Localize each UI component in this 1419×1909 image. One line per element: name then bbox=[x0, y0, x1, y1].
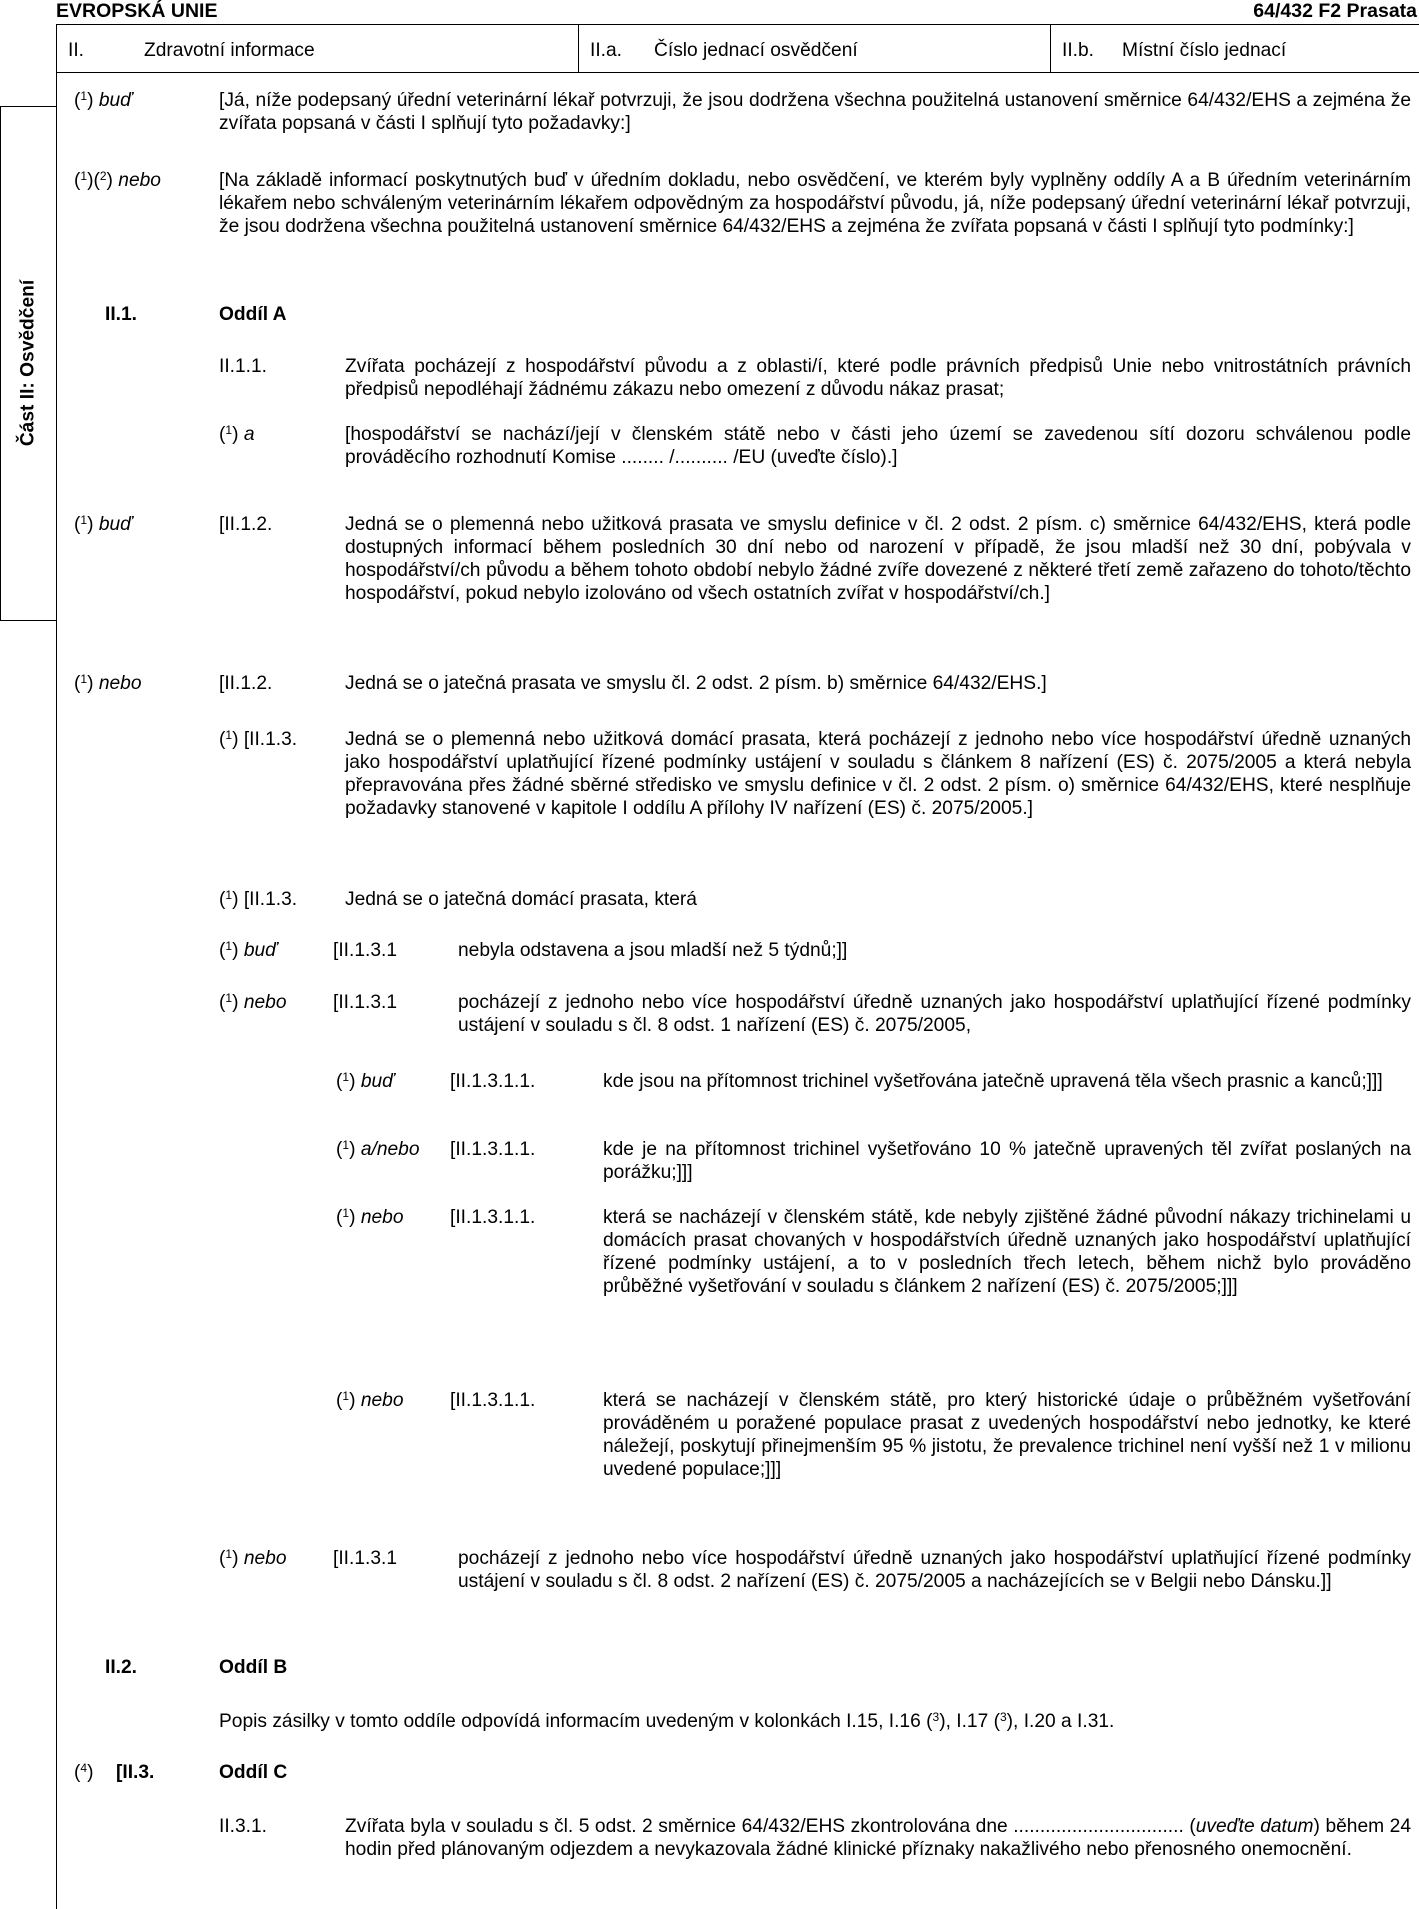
table-left-border bbox=[56, 24, 57, 1909]
table-header-num-3: II.b. bbox=[1062, 40, 1094, 61]
table-header-divider-1 bbox=[578, 24, 579, 72]
option-marker-bud: ($^1$) buď bbox=[74, 89, 133, 111]
item-text-II-1-3-a: Jedná se o plemenná nebo užitková domácí prasata, která pocházejí z jednoho nebo více hospodářství úředně uznaných jako hospodářství uplatňující řízené podmínky ustájení v souladu s článkem 8 nařízení (ES) č. 2075/2005 a která nebyla přepravována přes žádné sběrné středisko ve smyslu definice v čl. 2 odst. 2 písm. o) směrnice 64/432/EHS, které nesplňuje požadavky stanovené v kapitole I oddílu A přílohy IV nařízení (ES) č. 2075/2005.] bbox=[345, 729, 1411, 819]
item-text-II-1-3-1-a: nebyla odstavena a jsou mladší než 5 týdnů;]] bbox=[458, 940, 848, 961]
option-marker-nebo-II-1-3-1-c: ($^1$) nebo bbox=[219, 1547, 287, 1569]
item-text-II-1-3-1-b: pocházejí z jednoho nebo více hospodářství úředně uznaných jako hospodářství uplatňující řízené podmínky ustájení v souladu s čl. 8 odst. 1 nařízení (ES) č. 2075/2005, bbox=[458, 992, 1411, 1036]
item-text-II-1-3-1-1-a: kde jsou na přítomnost trichinel vyšetřována jatečně upravená těla všech prasnic a kanců;]]] bbox=[603, 1071, 1383, 1092]
section-title-oddil-a: Oddíl A bbox=[219, 304, 287, 325]
option-marker-anebo-II-1-3-1-1: ($^1$) a/nebo bbox=[336, 1138, 420, 1160]
table-header-label-1: Zdravotní informace bbox=[144, 40, 315, 61]
item-text-II-1-3-1-1-c: která se nacházejí v členském státě, kde nebyly zjištěné žádné původní nákazy trichinelami u domácích prasat chovaných v hospodářstvích úředně uznaných jako hospodářství uplatňující řízené podmínky ustájení, a to v posledních třech letech, během nichž bylo prováděno průběžné vyšetřování v souladu s článkem 2 nařízení (ES) č. 2075/2005;]]] bbox=[603, 1207, 1411, 1297]
paragraph-statement-1: [Já, níže podepsaný úřední veterinární lékař potvrzuji, že jsou dodržena všechna použitelná ustanovení směrnice 64/432/EHS a zejména že zvířata popsaná v části I splňují tyto požadavky:] bbox=[219, 90, 1411, 134]
item-number-II-1-3-a: ($^1$) [II.1.3. bbox=[219, 728, 298, 750]
item-text-II-1-3-1-1-b: kde je na přítomnost trichinel vyšetřováno 10 % jatečně upravených těl zvířat poslaných na porážku;]]] bbox=[603, 1139, 1411, 1183]
option-marker-nebo-II-1-3-1-1-d: ($^1$) nebo bbox=[336, 1389, 404, 1411]
item-number-II-1-3-b: ($^1$) [II.1.3. bbox=[219, 888, 298, 910]
item-text-II-1-1-a: [hospodářství se nachází/její v členském státě nebo v části jeho území se zavedenou sítí dozoru schválenou podle prováděcího rozhodnutí Komise ........ /.......... /EU (uveďte číslo).] bbox=[345, 424, 1411, 468]
option-marker-a: ($^1$) a bbox=[219, 423, 255, 445]
option-marker-bud-II-1-3-1-1: ($^1$) buď bbox=[336, 1070, 395, 1092]
section-title-oddil-b: Oddíl B bbox=[219, 1657, 288, 1678]
item-text-II-1-3-b: Jedná se o jatečná domácí prasata, která bbox=[345, 889, 697, 910]
item-number-II-1-2-a: [II.1.2. bbox=[219, 514, 273, 535]
option-marker-nebo: ($^1$)($^2$) nebo bbox=[74, 169, 161, 191]
item-number-II-1-3-1-a: [II.1.3.1 bbox=[333, 940, 397, 961]
paragraph-statement-2: [Na základě informací poskytnutých buď v úředním dokladu, nebo osvědčení, ve kterém byly vyplněny oddíly A a B úředním veterinárním lékařem nebo schváleným veterinárním lékařem odpovědným za hospodářství původu, já, níže podepsaný úřední veterinární lékař potvrzuji, že jsou dodržena všechna použitelná ustanovení směrnice 64/432/EHS a zejména že zvířata popsaná v části I splňují tyto podmínky:] bbox=[219, 170, 1411, 237]
section-number-II-1: II.1. bbox=[105, 304, 137, 325]
table-header-label-2: Číslo jednací osvědčení bbox=[654, 40, 858, 61]
table-header-num-2: II.a. bbox=[590, 40, 622, 61]
section-title-oddil-c: Oddíl C bbox=[219, 1762, 288, 1783]
item-number-II-1-3-1-1-d: [II.1.3.1.1. bbox=[450, 1390, 536, 1411]
item-text-II-1-3-1-1-d: která se nacházejí v členském státě, pro který historické údaje o průběžném vyšetřování prováděném u poražené populace prasat z uvedených hospodářství nebo jednotky, ke které náležejí, poskytují přinejmenším 95 % jistotu, že prevalence trichinel není vyšší než 1 v milionu uvedené populace;]]] bbox=[603, 1390, 1411, 1480]
item-text-II-3-1: Zvířata byla v souladu s čl. 5 odst. 2 směrnice 64/432/EHS zkontrolována dne ................................ (uveďte datum) během 24 hodin před plánovaným odjezdem a nevykazovala žádné klinické příznaky nakažlivého nebo přenosného onemocnění. bbox=[345, 1816, 1412, 1860]
option-marker-bud-II-1-3-1: ($^1$) buď bbox=[219, 939, 278, 961]
table-header-divider-2 bbox=[1050, 24, 1051, 72]
option-marker-nebo-II-1-3-1-1-c: ($^1$) nebo bbox=[336, 1206, 404, 1228]
table-header-num-1: II. bbox=[68, 40, 84, 61]
item-number-II-3-1: II.3.1. bbox=[219, 1816, 267, 1837]
option-marker-nebo-II-1-2: ($^1$) nebo bbox=[74, 672, 142, 694]
footnote-marker-II-3: ($^4$) bbox=[74, 1761, 94, 1783]
table-header-bottom-border bbox=[56, 72, 1419, 73]
table-header-label-3: Místní číslo jednací bbox=[1122, 40, 1287, 61]
item-text-II-1-2-a: Jedná se o plemenná nebo užitková prasata ve smyslu definice v čl. 2 odst. 2 písm. c) směrnice 64/432/EHS, která podle dostupných informací během posledních 30 dní nebo od narození v případě, že jsou mladší než 30 dní, pobývala v hospodářství/ch původu a během tohoto období nebylo žádné zvíře dovezené z některé třetí země zařazeno do tohoto/těchto hospodářství, pokud nebylo izolováno od všech ostatních zvířat v hospodářství/ch.] bbox=[345, 514, 1411, 604]
item-number-II-1-3-1-1-a: [II.1.3.1.1. bbox=[450, 1071, 536, 1092]
item-text-II-1-1: Zvířata pocházejí z hospodářství původu a z oblasti/í, které podle právních předpisů Unie nebo vnitrostátních právních předpisů nepodléhají žádnému zákazu nebo omezení z důvodu nákaz prasat; bbox=[345, 356, 1411, 400]
header-right: 64/432 F2 Prasata bbox=[1253, 0, 1417, 22]
item-number-II-1-3-1-b: [II.1.3.1 bbox=[333, 992, 397, 1013]
item-number-II-1-3-1-1-c: [II.1.3.1.1. bbox=[450, 1207, 536, 1228]
header-left: EVROPSKÁ UNIE bbox=[56, 0, 218, 22]
item-text-II-1-2-b: Jedná se o jatečná prasata ve smyslu čl. 2 odst. 2 písm. b) směrnice 64/432/EHS.] bbox=[345, 673, 1047, 694]
item-number-II-1-2-b: [II.1.2. bbox=[219, 673, 273, 694]
item-text-II-1-3-1-c: pocházejí z jednoho nebo více hospodářství úředně uznaných jako hospodářství uplatňující řízené podmínky ustájení v souladu s čl. 8 odst. 2 nařízení (ES) č. 2075/2005 a nacházejících se v Belgii nebo Dánsku.]] bbox=[458, 1548, 1411, 1592]
part-label: Část II: Osvědčení bbox=[17, 279, 39, 447]
table-top-border bbox=[56, 24, 1419, 25]
option-marker-nebo-II-1-3-1: ($^1$) nebo bbox=[219, 991, 287, 1013]
item-number-II-1-3-1-c: [II.1.3.1 bbox=[333, 1548, 397, 1569]
option-marker-bud-II-1-2: ($^1$) buď bbox=[74, 513, 133, 535]
section-number-II-3: [II.3. bbox=[116, 1762, 155, 1783]
item-number-II-1-3-1-1-b: [II.1.3.1.1. bbox=[450, 1139, 536, 1160]
section-number-II-2: II.2. bbox=[105, 1657, 137, 1678]
section-text-oddil-b: Popis zásilky v tomto oddíle odpovídá informacím uvedeným v kolonkách I.15, I.16 ($^3$), I.17 ($^3$), I.20 a I.31. bbox=[219, 1710, 1115, 1732]
item-number-II-1-1: II.1.1. bbox=[219, 356, 267, 377]
